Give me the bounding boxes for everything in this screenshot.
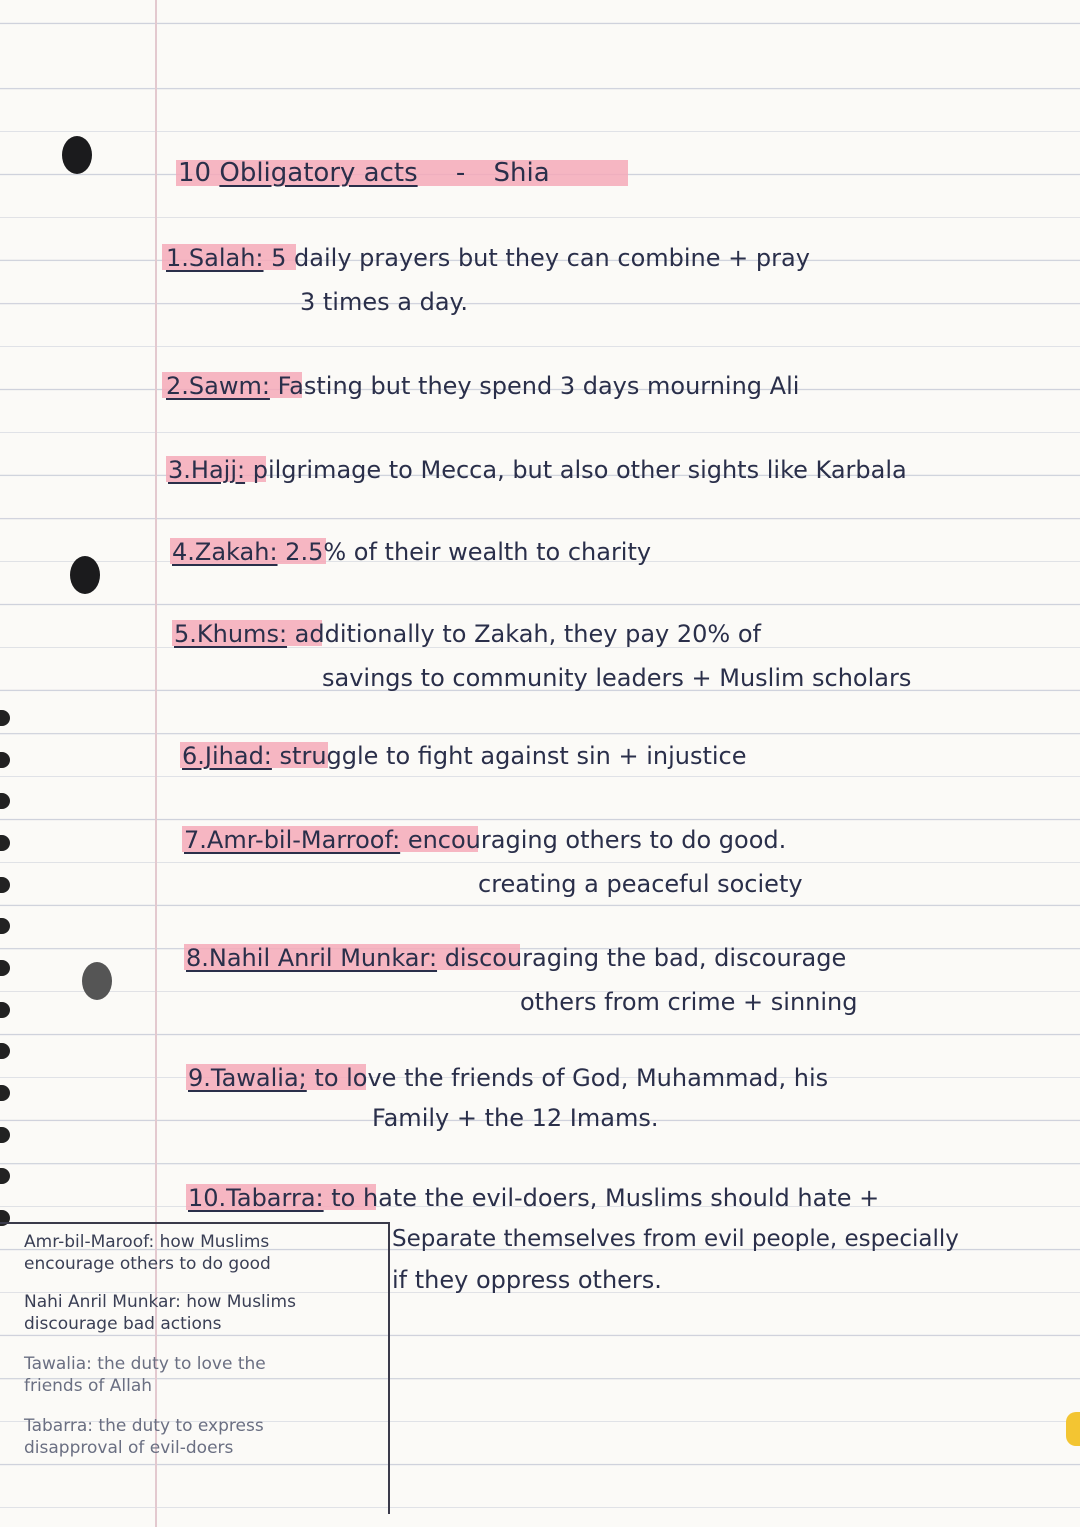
binder-hole [70, 556, 100, 594]
act-10-cont [392, 1226, 959, 1252]
act-text: Fasting but they spend 3 days mourning Ali [277, 372, 800, 400]
side-note-line: disapproval of evil-doers [24, 1438, 234, 1458]
act-6 [182, 742, 747, 770]
side-note-line: Nahi Anril Munkar: how Muslims [24, 1292, 296, 1312]
act-text: to hate the evil-doers, Muslims should hate + [331, 1184, 880, 1212]
act-text: pilgrimage to Mecca, but also other sights like Karbala [252, 456, 907, 484]
act-7 [184, 826, 786, 854]
side-note-line: Tabarra: the duty to express [24, 1416, 264, 1436]
side-note-line: discourage bad actions [24, 1314, 222, 1334]
act-10 [188, 1184, 879, 1212]
act-10-cont [392, 1266, 662, 1294]
title-separator: - [455, 158, 466, 188]
act-9 [188, 1064, 828, 1092]
side-note-line: Amr-bil-Maroof: how Muslims [24, 1232, 270, 1252]
act-label: 4.Zakah: [172, 538, 278, 566]
act-8 [186, 944, 846, 972]
act-text: if they oppress others. [392, 1266, 662, 1294]
side-note-line: encourage others to do good [24, 1254, 271, 1274]
act-5 [174, 620, 761, 648]
page-title [178, 158, 550, 188]
act-text: additionally to Zakah, they pay 20% of [294, 620, 761, 648]
act-label: 7.Amr-bil-Marroof: [184, 826, 401, 854]
act-label: 2.Sawm: [166, 372, 270, 400]
act-text: struggle to fight against sin + injustice [279, 742, 747, 770]
binder-hole [62, 136, 92, 174]
title-branch: Shia [493, 158, 550, 188]
act-text: to love the friends of God, Muhammad, his [314, 1064, 829, 1092]
act-text: savings to community leaders + Muslim scholars [322, 664, 912, 692]
act-label: 6.Jihad: [182, 742, 272, 770]
side-note-3 [24, 1354, 266, 1396]
side-note-line: Tawalia: the duty to love the [24, 1354, 266, 1374]
act-text: 5 daily prayers but they can combine + pray [271, 244, 810, 272]
act-9-cont [372, 1104, 658, 1132]
act-4 [172, 538, 651, 566]
side-note-2 [24, 1292, 296, 1334]
act-1-cont [300, 288, 468, 316]
act-text: 3 times a day. [300, 288, 468, 316]
act-3 [168, 456, 907, 484]
title-number: 10 [178, 158, 212, 188]
act-text: creating a peaceful society [478, 870, 803, 898]
act-5-cont [322, 664, 911, 692]
act-text: 2.5% of their wealth to charity [285, 538, 652, 566]
act-label: 3.Hajj: [168, 456, 246, 484]
act-label: 10.Tabarra: [188, 1184, 324, 1212]
act-8-cont [520, 988, 858, 1016]
binder-hole [82, 962, 112, 1000]
act-text: Separate themselves from evil people, especially [392, 1226, 959, 1252]
act-2 [166, 372, 799, 400]
act-text: discouraging the bad, discourage [444, 944, 847, 972]
act-label: 8.Nahil Anril Munkar: [186, 944, 438, 972]
act-label: 5.Khums: [174, 620, 288, 648]
act-text: encouraging others to do good. [407, 826, 787, 854]
page-tab-marker [1066, 1412, 1080, 1446]
act-7-cont [478, 870, 803, 898]
title-heading: Obligatory acts [219, 158, 418, 188]
act-1 [166, 244, 810, 272]
side-note-line: friends of Allah [24, 1376, 153, 1396]
act-label: 1.Salah: [166, 244, 264, 272]
act-label: 9.Tawalia; [188, 1064, 307, 1092]
act-text: Family + the 12 Imams. [372, 1104, 659, 1132]
side-note-4 [24, 1416, 264, 1458]
side-note-1 [24, 1232, 271, 1274]
act-text: others from crime + sinning [520, 988, 858, 1016]
